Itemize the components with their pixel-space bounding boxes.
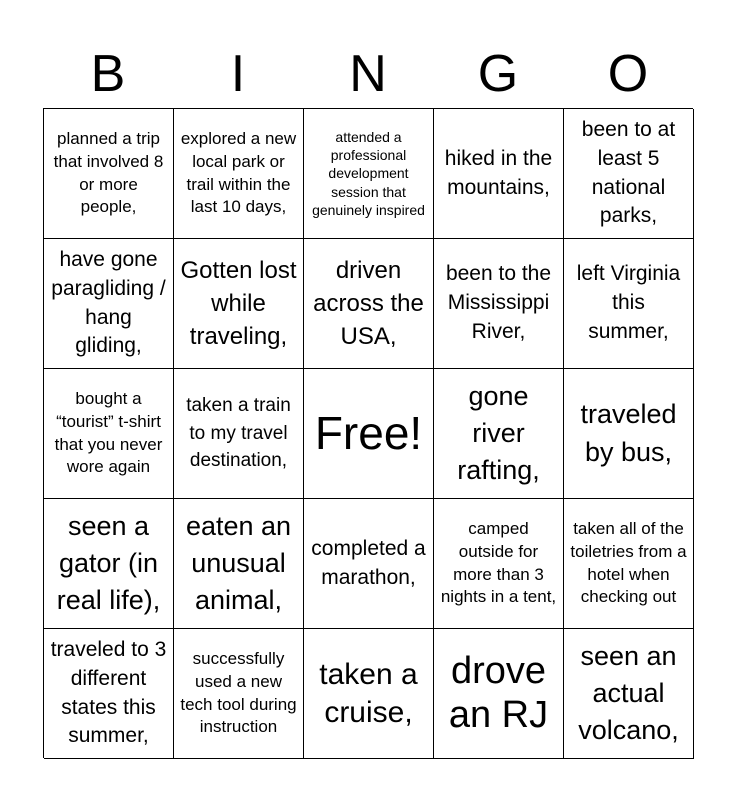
header-letter-n: N bbox=[349, 45, 387, 103]
bingo-cell[interactable]: been to at least 5 national parks, bbox=[564, 109, 694, 239]
bingo-cell[interactable]: seen a gator (in real life), bbox=[44, 499, 174, 629]
bingo-cell[interactable]: bought a “tourist” t-shirt that you never wore again bbox=[44, 369, 174, 499]
free-space-cell[interactable]: Free! bbox=[304, 369, 434, 499]
bingo-cell[interactable]: driven across the USA, bbox=[304, 239, 434, 369]
bingo-cell[interactable]: gone river rafting, bbox=[434, 369, 564, 499]
bingo-cell[interactable]: drove an RJ bbox=[434, 629, 564, 759]
bingo-cell[interactable]: left Virginia this summer, bbox=[564, 239, 694, 369]
bingo-board bbox=[43, 108, 693, 758]
bingo-cell[interactable]: have gone paragliding / hang gliding, bbox=[44, 239, 174, 369]
bingo-cell[interactable]: completed a marathon, bbox=[304, 499, 434, 629]
bingo-header bbox=[43, 40, 693, 108]
header-letter-b: B bbox=[90, 45, 126, 103]
header-letter-g: G bbox=[477, 45, 519, 103]
bingo-cell[interactable]: traveled by bus, bbox=[564, 369, 694, 499]
bingo-cell[interactable]: traveled to 3 different states this summer, bbox=[44, 629, 174, 759]
bingo-cell[interactable]: successfully used a new tech tool during instruction bbox=[174, 629, 304, 759]
bingo-cell[interactable]: camped outside for more than 3 nights in a tent, bbox=[434, 499, 564, 629]
bingo-cell[interactable]: planned a trip that involved 8 or more people, bbox=[44, 109, 174, 239]
bingo-cell[interactable]: been to the Mississippi River, bbox=[434, 239, 564, 369]
bingo-cell[interactable]: Gotten lost while traveling, bbox=[174, 239, 304, 369]
header-letter-i: I bbox=[230, 45, 246, 103]
bingo-cell[interactable]: taken a train to my travel destination, bbox=[174, 369, 304, 499]
bingo-cell[interactable]: explored a new local park or trail within the last 10 days, bbox=[174, 109, 304, 239]
header-letter-o: O bbox=[607, 45, 649, 103]
bingo-cell[interactable]: taken a cruise, bbox=[304, 629, 434, 759]
bingo-cell[interactable]: eaten an unusual animal, bbox=[174, 499, 304, 629]
bingo-cell[interactable]: attended a professional development session that genuinely inspired bbox=[304, 109, 434, 239]
bingo-cell[interactable]: taken all of the toiletries from a hotel when checking out bbox=[564, 499, 694, 629]
bingo-cell[interactable]: hiked in the mountains, bbox=[434, 109, 564, 239]
bingo-cell[interactable]: seen an actual volcano, bbox=[564, 629, 694, 759]
